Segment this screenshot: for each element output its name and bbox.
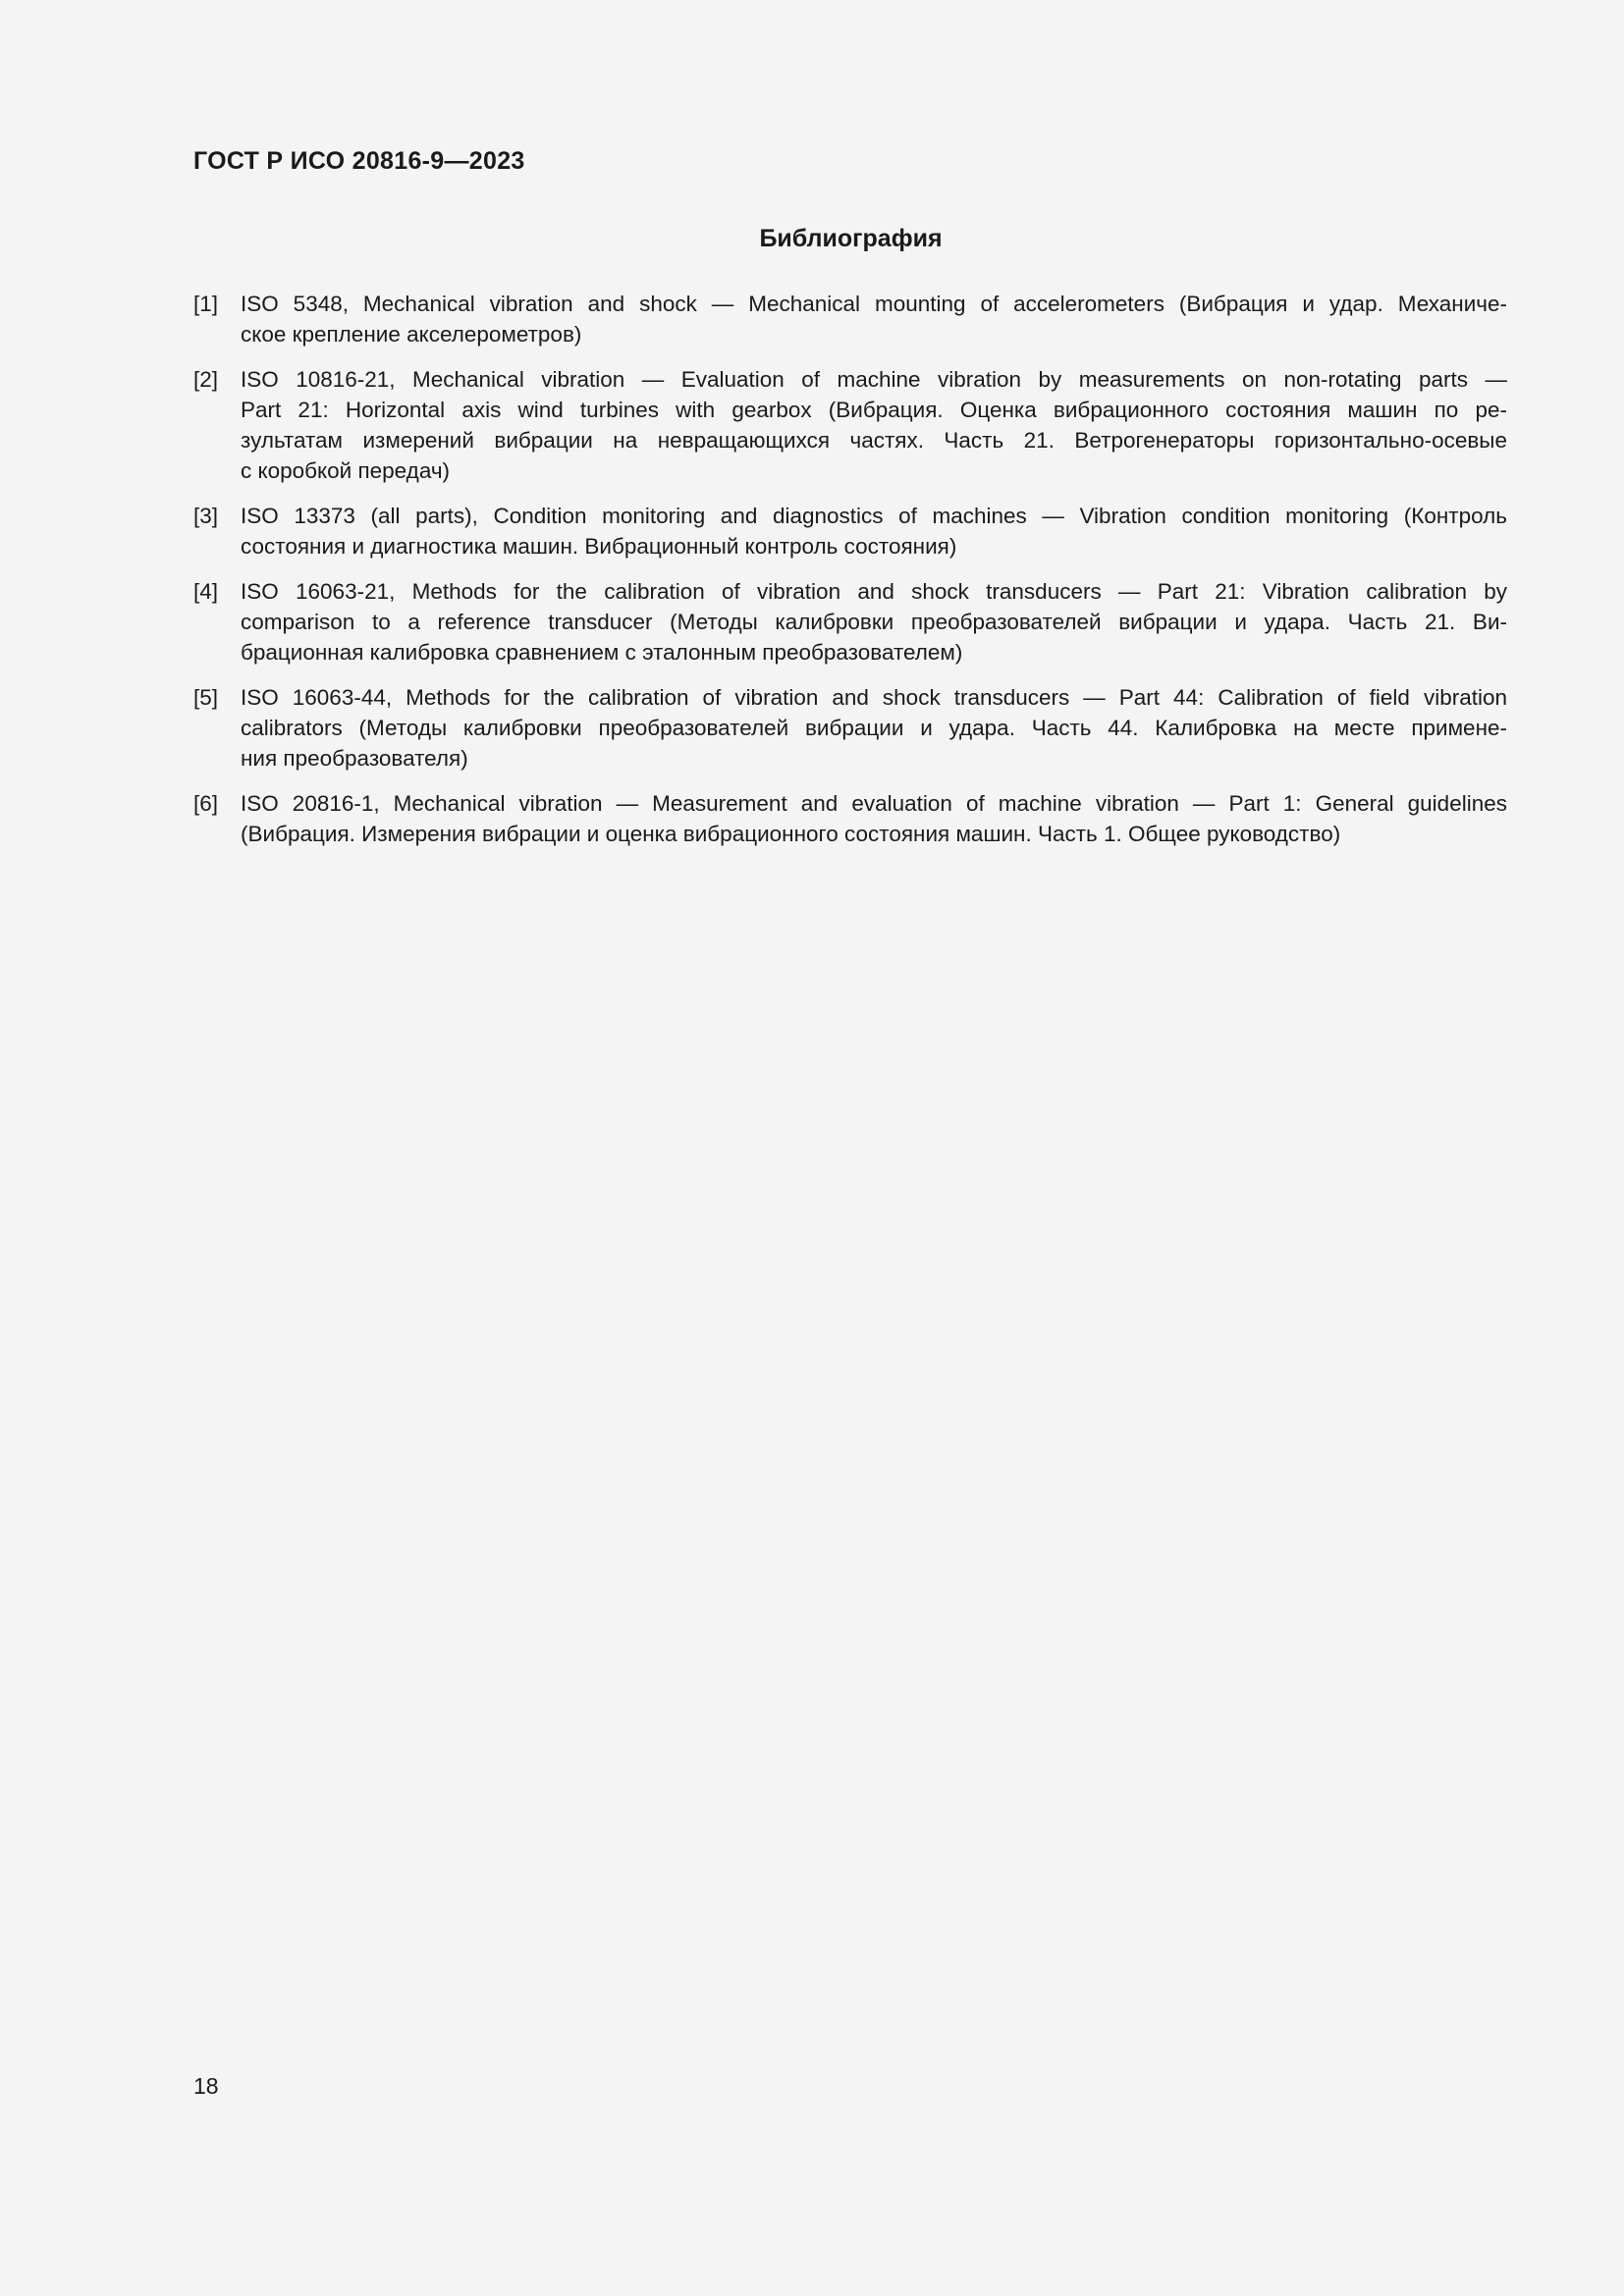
section-title: Библиография xyxy=(759,225,943,252)
reference-line: зультатам измерений вибрации на невращающихся частях. Часть 21. Ветрогенераторы горизонтально-осевые xyxy=(241,428,1507,453)
reference-number: [1] xyxy=(193,292,219,316)
reference-line: ISO 20816-1, Mechanical vibration — Measurement and evaluation of machine vibration — Part 1: General guidelines xyxy=(241,791,1507,816)
reference-line: ISO 16063-44, Methods for the calibration of vibration and shock transducers — Part 44: Calibration of field vibration xyxy=(241,685,1507,710)
reference-line: ISO 10816-21, Mechanical vibration — Evaluation of machine vibration by measurements on non-rotating parts — xyxy=(241,367,1507,392)
reference-line: (Вибрация. Измерения вибрации и оценка вибрационного состояния машин. Часть 1. Общее руководство) xyxy=(241,822,1341,846)
bibliography-list xyxy=(193,289,1507,864)
reference-number: [3] xyxy=(193,504,219,528)
reference-line: ISO 16063-21, Methods for the calibration of vibration and shock transducers — Part 21: Vibration calibration by xyxy=(241,579,1507,604)
reference-line: ISO 5348, Mechanical vibration and shock — Mechanical mounting of accelerometers (Вибрация и удар. Механиче- xyxy=(241,292,1507,316)
reference-number: [2] xyxy=(193,367,219,392)
reference-line: Part 21: Horizontal axis wind turbines with gearbox (Вибрация. Оценка вибрационного состояния машин по ре- xyxy=(241,398,1507,422)
reference-text xyxy=(241,682,1507,774)
bibliography-item xyxy=(193,501,1507,561)
page-number: 18 xyxy=(193,2073,219,2099)
reference-number: [6] xyxy=(193,791,219,816)
reference-line: состояния и диагностика машин. Вибрационный контроль состояния) xyxy=(241,534,957,559)
reference-line: comparison to a reference transducer (Методы калибровки преобразователей вибрации и удара. Часть 21. Ви- xyxy=(241,610,1507,634)
reference-text xyxy=(241,289,1507,349)
reference-line: calibrators (Методы калибровки преобразователей вибрации и удара. Часть 44. Калибровка на месте примене- xyxy=(241,716,1507,740)
reference-line: брационная калибровка сравнением с эталонным преобразователем) xyxy=(241,640,963,665)
reference-line: ISO 13373 (all parts), Condition monitoring and diagnostics of machines — Vibration condition monitoring (Контроль xyxy=(241,504,1507,528)
reference-text xyxy=(241,576,1507,667)
reference-text xyxy=(241,788,1507,849)
reference-text xyxy=(241,501,1507,561)
document-header: ГОСТ Р ИСО 20816-9—2023 xyxy=(193,147,525,175)
reference-line: ское крепление акселерометров) xyxy=(241,322,582,347)
reference-line: с коробкой передач) xyxy=(241,458,451,483)
reference-line: ния преобразователя) xyxy=(241,746,468,771)
reference-number: [4] xyxy=(193,579,219,604)
bibliography-item xyxy=(193,576,1507,667)
reference-number: [5] xyxy=(193,685,219,710)
bibliography-item xyxy=(193,289,1507,349)
reference-text xyxy=(241,364,1507,486)
bibliography-item xyxy=(193,682,1507,774)
bibliography-item xyxy=(193,364,1507,486)
bibliography-item xyxy=(193,788,1507,849)
